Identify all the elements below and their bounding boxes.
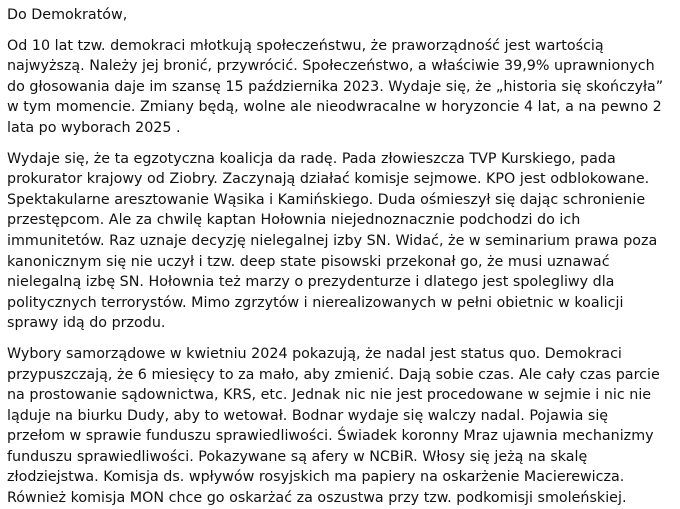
- salutation: Do Demokratów,: [7, 7, 128, 23]
- paragraph-3: Wybory samorządowe w kwietniu 2024 pokazują, że nadal jest status quo. Demokraci przypuszczają, że 6 miesięcy to za mało, aby zmienić. Dają sobie czas. Ale cały czas parcie na prostowanie sądownictwa, KRS, etc. Jednak nic nie jest procedowane w sejmie i nic nie ląduje na biurku Dudy, aby to wetował. Bodnar wydaje się walczy nadal. Pojawia się przełom w sprawie funduszu sprawiedliwości. Świadek koronny Mraz ujawnia mechanizmy funduszu sprawiedliwości. Pokazywane są afery w NCBiR. Włosy się jeżą na skalę złodziejstwa. Komisja ds. wpływów rosyjskich ma papiery na oskarżenie Macierewicza. Również komisja MON chce go oskarżać za oszustwa przy tzw. podkomisji smoleńskiej.: [7, 345, 660, 507]
- paragraph-1: Od 10 lat tzw. demokraci młotkują społeczeństwu, że praworządność jest wartością najwyższą. Należy jej bronić, przywrócić. Społeczeństwo, a właściwie 39,9% uprawnionych do głosowania daje im szansę 15 października 2023. Wydaje się, że „historia się skończyła” w tym momencie. Zmiany będą, wolne ale nieodwracalne w horyzoncie 4 lat, a na pewno 2 lata po wyborach 2025 .: [7, 37, 664, 136]
- paragraph-2: Wydaje się, że ta egzotyczna koalicja da radę. Pada złowieszcza TVP Kurskiego, pada prokurator krajowy od Ziobry. Zaczynają działać komisje sejmowe. KPO jest odblokowane. Spektakularne aresztowanie Wąsika i Kamińskiego. Duda ośmieszył się dając schronienie przestępcom. Ale za chwilę kaptan Hołownia niejednoznacznie podchodzi do ich immunitetów. Raz uznaje decyzję nielegalnej izby SN. Widać, że w seminarium prawa poza kanonicznym się nie uczył i tzw. deep state pisowski przekonał go, że musi uznawać nielegalną izbę SN. Hołownia też marzy o prezydenturze i dlatego jest spolegliwy dla politycznych terrorystów. Mimo zgrzytów i nierealizowanych w pełni obietnic w koalicji sprawy idą do przodu.: [7, 150, 658, 332]
